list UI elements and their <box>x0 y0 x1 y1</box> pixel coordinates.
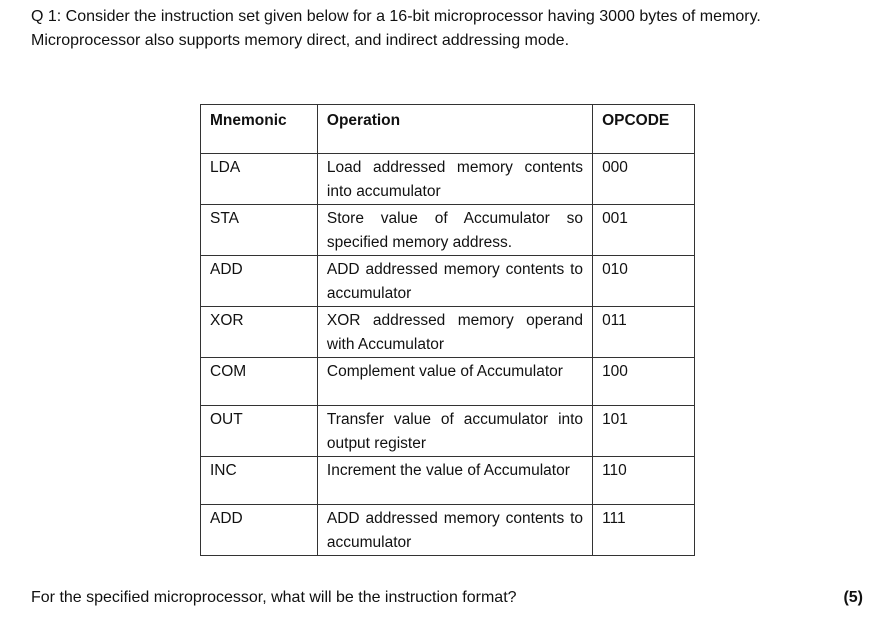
instruction-set-table <box>200 104 695 556</box>
mnemonic-cell: ADD <box>201 256 318 307</box>
table-row <box>201 406 695 457</box>
opcode-cell: 111 <box>593 505 695 556</box>
operation-cell: XOR addressed memory operand with Accumulator <box>317 307 592 358</box>
question-footer <box>31 586 863 610</box>
question-line-1: Q 1: Consider the instruction set given below for a 16-bit microprocessor having 3000 bytes of memory. <box>31 8 761 25</box>
mnemonic-cell: STA <box>201 205 318 256</box>
table-row <box>201 256 695 307</box>
mnemonic-cell: ADD <box>201 505 318 556</box>
question-text <box>31 5 881 53</box>
table-row <box>201 358 695 406</box>
opcode-cell: 100 <box>593 358 695 406</box>
mnemonic-cell: LDA <box>201 154 318 205</box>
mnemonic-cell: XOR <box>201 307 318 358</box>
opcode-cell: 110 <box>593 457 695 505</box>
operation-cell: Transfer value of accumulator into output register <box>317 406 592 457</box>
header-opcode: OPCODE <box>593 105 695 154</box>
table-row <box>201 307 695 358</box>
marks-label: (5) <box>843 589 863 606</box>
table-row <box>201 205 695 256</box>
header-mnemonic: Mnemonic <box>201 105 318 154</box>
operation-cell: Store value of Accumulator so specified memory address. <box>317 205 592 256</box>
opcode-cell: 001 <box>593 205 695 256</box>
operation-cell: ADD addressed memory contents to accumulator <box>317 505 592 556</box>
opcode-cell: 010 <box>593 256 695 307</box>
opcode-cell: 000 <box>593 154 695 205</box>
mnemonic-cell: COM <box>201 358 318 406</box>
mnemonic-cell: INC <box>201 457 318 505</box>
header-operation: Operation <box>317 105 592 154</box>
opcode-cell: 101 <box>593 406 695 457</box>
table-header-row <box>201 105 695 154</box>
table-row <box>201 457 695 505</box>
table-row <box>201 154 695 205</box>
operation-cell: Increment the value of Accumulator <box>317 457 592 505</box>
operation-cell: ADD addressed memory contents to accumulator <box>317 256 592 307</box>
operation-cell: Load addressed memory contents into accumulator <box>317 154 592 205</box>
opcode-cell: 011 <box>593 307 695 358</box>
mnemonic-cell: OUT <box>201 406 318 457</box>
question-line-2: Microprocessor also supports memory direct, and indirect addressing mode. <box>31 32 570 49</box>
operation-cell: Complement value of Accumulator <box>317 358 592 406</box>
table-row <box>201 505 695 556</box>
instruction-format-prompt: For the specified microprocessor, what will be the instruction format? <box>31 589 517 606</box>
